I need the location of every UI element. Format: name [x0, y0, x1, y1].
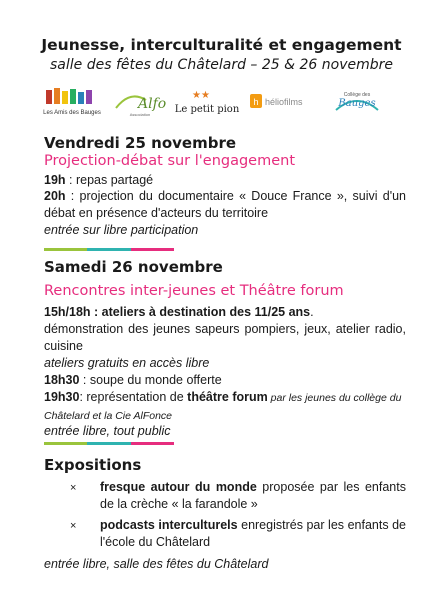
petit-pion-logo [174, 86, 240, 118]
saturday-line-2: démonstration des jeunes sapeurs pompiers, jeux, atelier radio, cuisine [44, 322, 406, 353]
bauges-logo [330, 86, 384, 118]
saturday-note-2: entrée libre, tout public [44, 424, 171, 438]
separator-2 [44, 442, 174, 445]
friday-note: entrée sur libre participation [44, 223, 199, 237]
text: : représentation de [79, 390, 188, 404]
svg-text:Collège des: Collège des [343, 92, 371, 98]
svg-text:Le petit pion: Le petit pion [174, 104, 240, 115]
bold: théâtre forum [187, 390, 268, 404]
small: par les jeunes du collège du Châtelard et la Cie AlFonce [44, 392, 402, 422]
bold: podcasts interculturels [100, 518, 238, 532]
bullet-icon: × [70, 520, 77, 532]
friday-line-2 [44, 188, 406, 222]
time: 15h/18h [44, 305, 91, 319]
time: 19h30 [44, 390, 80, 404]
saturday-line-1 [44, 304, 314, 321]
bold: fresque autour du monde [100, 480, 257, 494]
partner-logos [0, 86, 443, 122]
saturday-event-title: Rencontres inter-jeunes et Théâtre forum [44, 283, 344, 299]
svg-text:héliofilms: héliofilms [265, 97, 303, 107]
text: : projection du documentaire « Douce France », suivi d'un débat en présence d'acteurs du territoire [44, 189, 406, 220]
end: . [310, 305, 314, 319]
svg-text:h: h [253, 97, 259, 107]
expositions-heading: Expositions [44, 456, 142, 474]
friday-line-1 [44, 172, 153, 189]
friday-event-title: Projection-débat sur l'engagement [44, 153, 296, 169]
svg-text:Les Amis des Bauges: Les Amis des Bauges [43, 110, 101, 116]
saturday-heading: Samedi 26 novembre [44, 258, 223, 276]
saturday-note-1: ateliers gratuits en accès libre [44, 356, 210, 370]
time: 20h [44, 189, 66, 203]
exposition-item [100, 517, 406, 551]
text: : soupe du monde offerte [79, 373, 222, 387]
svg-text:Association: Association [129, 112, 151, 117]
text: : repas partagé [65, 173, 154, 187]
page-subtitle: salle des fêtes du Châtelard – 25 & 26 novembre [49, 57, 394, 73]
bullet-icon: × [70, 482, 77, 494]
text: proposée par les enfants de la crèche « la farandole » [100, 480, 406, 511]
svg-text:Bauges: Bauges [338, 98, 376, 109]
saturday-line-4 [44, 372, 222, 389]
les-amis-logo [44, 86, 100, 118]
separator-1 [44, 248, 174, 251]
svg-text:★★: ★★ [192, 90, 210, 101]
alfo-logo [112, 86, 168, 118]
heliofilms-logo [246, 86, 310, 118]
exposition-item [100, 479, 406, 513]
text: enregistrés par les enfants de l'école du Châtelard [100, 518, 406, 549]
svg-text:Alfo: Alfo [138, 96, 167, 112]
text: : ateliers à destination des 11/25 ans [90, 305, 311, 319]
expositions-note: entrée libre, salle des fêtes du Châtelard [44, 557, 269, 571]
time: 18h30 [44, 373, 80, 387]
time: 19h [44, 173, 66, 187]
friday-heading: Vendredi 25 novembre [44, 134, 237, 152]
saturday-line-5 [44, 389, 406, 425]
page-title: Jeunesse, interculturalité et engagement [41, 36, 402, 54]
